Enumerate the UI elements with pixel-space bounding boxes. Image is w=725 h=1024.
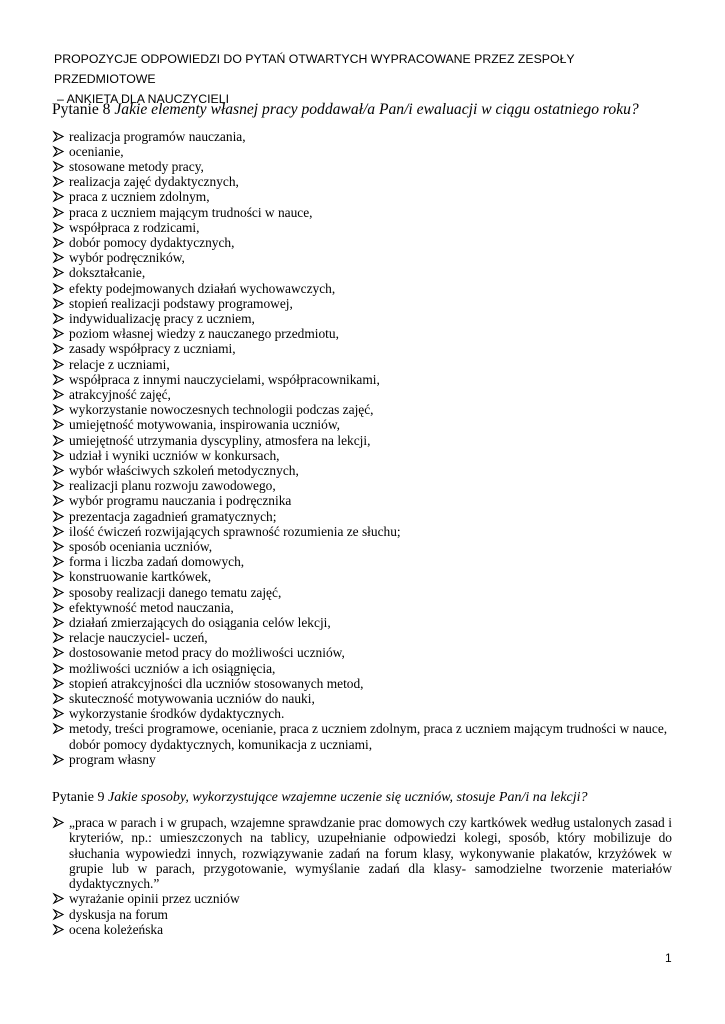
list-item-text: „praca w parach i w grupach, wzajemne sprawdzanie prac domowych czy kartkówek według ustalonych zasad i kryteriów, np.: umieszczonych na tablicy, uzupełnianie odpowiedzi kolegi, sposób, który mobilizuje do słuchania wypowiedzi innych, rozwiązywanie zadań na forum klasy, wykonywanie plakatów, krzyżówek w grupie lub w parach, przygotowanie, wymyślanie zadań dla klasy- samodzielne tworzenie materiałów dydaktycznych.”: [69, 815, 672, 892]
list-item-text: poziom własnej wiedzy z nauczanego przedmiotu,: [69, 326, 339, 342]
arrow-bullet-icon: [52, 463, 66, 478]
arrow-bullet-icon: [52, 372, 66, 387]
list-item-text: sposoby realizacji danego tematu zajęć,: [69, 584, 282, 600]
question-9-prefix: Pytanie 9: [52, 790, 105, 805]
list-item-text: stopień realizacji podstawy programowej,: [69, 295, 293, 311]
list-item: [52, 752, 672, 767]
arrow-bullet-icon: [52, 907, 66, 922]
arrow-bullet-icon: [52, 220, 66, 235]
list-item-text: działań zmierzających do osiągania celów lekcji,: [69, 615, 331, 630]
list-item-text: wyrażanie opinii przez uczniów: [69, 891, 240, 907]
list-item: [52, 265, 672, 280]
list-item-text: ocena koleżeńska: [69, 922, 164, 938]
arrow-bullet-icon: [52, 281, 66, 296]
list-item-text: współpraca z innymi nauczycielami, współpracownikami,: [69, 371, 380, 387]
arrow-bullet-icon: [52, 174, 66, 189]
list-item: [52, 907, 672, 922]
list-item-text: dobór pomocy dydaktycznych,: [69, 234, 235, 250]
list-item: [52, 585, 672, 600]
question-8-answer-list: [52, 129, 672, 768]
question-9-answer-list: [52, 815, 672, 937]
list-item-text: efektywność metod nauczania,: [69, 599, 234, 615]
list-item: [52, 387, 672, 402]
arrow-bullet-icon: [52, 524, 66, 539]
arrow-bullet-icon: [52, 815, 66, 830]
list-item: [52, 721, 672, 751]
arrow-bullet-icon: [52, 891, 66, 906]
arrow-bullet-icon: [52, 205, 66, 220]
list-item-text: relacje nauczyciel- uczeń,: [69, 630, 208, 646]
list-item: [52, 539, 672, 554]
arrow-bullet-icon: [52, 752, 66, 767]
arrow-bullet-icon: [52, 721, 66, 736]
arrow-bullet-icon: [52, 402, 66, 417]
arrow-bullet-icon: [52, 341, 66, 356]
question-8-prefix: Pytanie 8: [52, 101, 111, 118]
list-item-text: stosowane metody pracy,: [69, 158, 204, 174]
list-item: [52, 493, 672, 508]
list-item: [52, 417, 672, 432]
list-item-text: umiejętność motywowania, inspirowania uczniów,: [69, 417, 340, 433]
list-item: [52, 615, 672, 630]
list-item-text: stopień atrakcyjności dla uczniów stosowanych metod,: [69, 675, 364, 691]
list-item-text: realizacja zajęć dydaktycznych,: [69, 174, 239, 190]
list-item-text: wybór podręczników,: [69, 250, 185, 266]
list-item: [52, 189, 672, 204]
arrow-bullet-icon: [52, 357, 66, 372]
arrow-bullet-icon: [52, 235, 66, 250]
list-item-text: możliwości uczniów a ich osiągnięcia,: [69, 660, 276, 676]
list-item: [52, 448, 672, 463]
arrow-bullet-icon: [52, 539, 66, 554]
list-item-text: skuteczność motywowania uczniów do nauki,: [69, 691, 315, 707]
list-item: [52, 645, 672, 660]
list-item-text: zasady współpracy z uczniami,: [69, 341, 236, 357]
list-item-text: współpraca z rodzicami,: [69, 219, 200, 235]
arrow-bullet-icon: [52, 615, 66, 630]
list-item: [52, 296, 672, 311]
arrow-bullet-icon: [52, 676, 66, 691]
list-item: [52, 478, 672, 493]
list-item: [52, 341, 672, 356]
list-item-text: ocenianie,: [69, 143, 124, 159]
list-item: [52, 463, 672, 478]
arrow-bullet-icon: [52, 250, 66, 265]
list-item-text: konstruowanie kartkówek,: [69, 569, 212, 585]
list-item: [52, 281, 672, 296]
arrow-bullet-icon: [52, 159, 66, 174]
list-item: [52, 676, 672, 691]
arrow-bullet-icon: [52, 296, 66, 311]
arrow-bullet-icon: [52, 326, 66, 341]
list-item-text: sposób oceniania uczniów,: [69, 538, 213, 554]
list-item: [52, 129, 672, 144]
arrow-bullet-icon: [52, 661, 66, 676]
arrow-bullet-icon: [52, 311, 66, 326]
arrow-bullet-icon: [52, 691, 66, 706]
list-item: [52, 326, 672, 341]
list-item: [52, 891, 672, 906]
list-item-text: praca z uczniem zdolnym,: [69, 189, 210, 205]
list-item: [52, 706, 672, 721]
list-item-text: dostosowanie metod pracy do możliwości uczniów,: [69, 645, 345, 661]
list-item: [52, 600, 672, 615]
arrow-bullet-icon: [52, 706, 66, 721]
arrow-bullet-icon: [52, 433, 66, 448]
list-item-text: umiejętność utrzymania dyscypliny, atmosfera na lekcji,: [69, 432, 371, 448]
list-item-text: forma i liczba zadań domowych,: [69, 554, 245, 570]
question-8-text: Jakie elementy własnej pracy poddawał/a Pan/i ewaluacji w ciągu ostatniego roku?: [114, 101, 639, 118]
list-item: [52, 509, 672, 524]
header-line-2: – ANKIETA DLA NAUCZYCIELI: [57, 92, 229, 106]
list-item-text: wybór programu nauczania i podręcznika: [69, 493, 292, 509]
arrow-bullet-icon: [52, 554, 66, 569]
list-item-text: efekty podejmowanych działań wychowawczych,: [69, 280, 336, 296]
arrow-bullet-icon: [52, 922, 66, 937]
list-item-text: ilość ćwiczeń rozwijających sprawność rozumienia ze słuchu;: [69, 523, 401, 539]
list-item-text: praca z uczniem mającym trudności w nauce,: [69, 204, 313, 220]
arrow-bullet-icon: [52, 509, 66, 524]
list-item: [52, 205, 672, 220]
header-line-1: PROPOZYCJE ODPOWIEDZI DO PYTAŃ OTWARTYCH WYPRACOWANE PRZEZ ZESPOŁY PRZEDMIOTOWE: [54, 52, 575, 86]
list-item-text: metody, treści programowe, ocenianie, praca z uczniem zdolnym, praca z uczniem mającym trudności w nauce, dobór pomocy dydaktycznych, komunikacja z uczniami,: [69, 721, 668, 752]
list-item: [52, 174, 672, 189]
arrow-bullet-icon: [52, 569, 66, 584]
list-item-text: relacje z uczniami,: [69, 356, 170, 372]
list-item: [52, 922, 672, 937]
arrow-bullet-icon: [52, 265, 66, 280]
arrow-bullet-icon: [52, 189, 66, 204]
question-9-text: Jakie sposoby, wykorzystujące wzajemne uczenie się uczniów, stosuje Pan/i na lekcji?: [108, 790, 588, 805]
list-item-text: atrakcyjność zajęć,: [69, 386, 171, 402]
list-item-text: udział i wyniki uczniów w konkursach,: [69, 447, 280, 463]
arrow-bullet-icon: [52, 645, 66, 660]
arrow-bullet-icon: [52, 493, 66, 508]
arrow-bullet-icon: [52, 144, 66, 159]
list-item: [52, 250, 672, 265]
list-item: [52, 661, 672, 676]
list-item: [52, 144, 672, 159]
page-number: 1: [665, 951, 672, 965]
arrow-bullet-icon: [52, 387, 66, 402]
list-item-text: prezentacja zagadnień gramatycznych;: [69, 508, 277, 524]
list-item-text: realizacji planu rozwoju zawodowego,: [69, 478, 276, 494]
question-8-heading: [52, 100, 682, 120]
list-item-text: indywidualizację pracy z uczniem,: [69, 310, 255, 326]
list-item-text: realizacja programów nauczania,: [69, 128, 246, 144]
question-9-heading: [52, 788, 682, 808]
list-item: [52, 235, 672, 250]
arrow-bullet-icon: [52, 129, 66, 144]
list-item-text: wykorzystanie nowoczesnych technologii podczas zajęć,: [69, 402, 374, 418]
list-item: [52, 815, 672, 891]
list-item: [52, 311, 672, 326]
list-item-text: dokształcanie,: [69, 265, 146, 281]
list-item: [52, 220, 672, 235]
arrow-bullet-icon: [52, 478, 66, 493]
list-item: [52, 159, 672, 174]
list-item: [52, 569, 672, 584]
arrow-bullet-icon: [52, 417, 66, 432]
list-item-text: wykorzystanie środków dydaktycznych.: [69, 706, 285, 722]
list-item: [52, 524, 672, 539]
list-item: [52, 554, 672, 569]
list-item: [52, 372, 672, 387]
arrow-bullet-icon: [52, 630, 66, 645]
arrow-bullet-icon: [52, 600, 66, 615]
list-item: [52, 357, 672, 372]
arrow-bullet-icon: [52, 585, 66, 600]
list-item-text: dyskusja na forum: [69, 906, 168, 922]
list-item: [52, 630, 672, 645]
list-item-text: wybór właściwych szkoleń metodycznych,: [69, 462, 299, 478]
arrow-bullet-icon: [52, 448, 66, 463]
list-item: [52, 691, 672, 706]
list-item-text: program własny: [69, 751, 156, 767]
list-item: [52, 433, 672, 448]
list-item: [52, 402, 672, 417]
